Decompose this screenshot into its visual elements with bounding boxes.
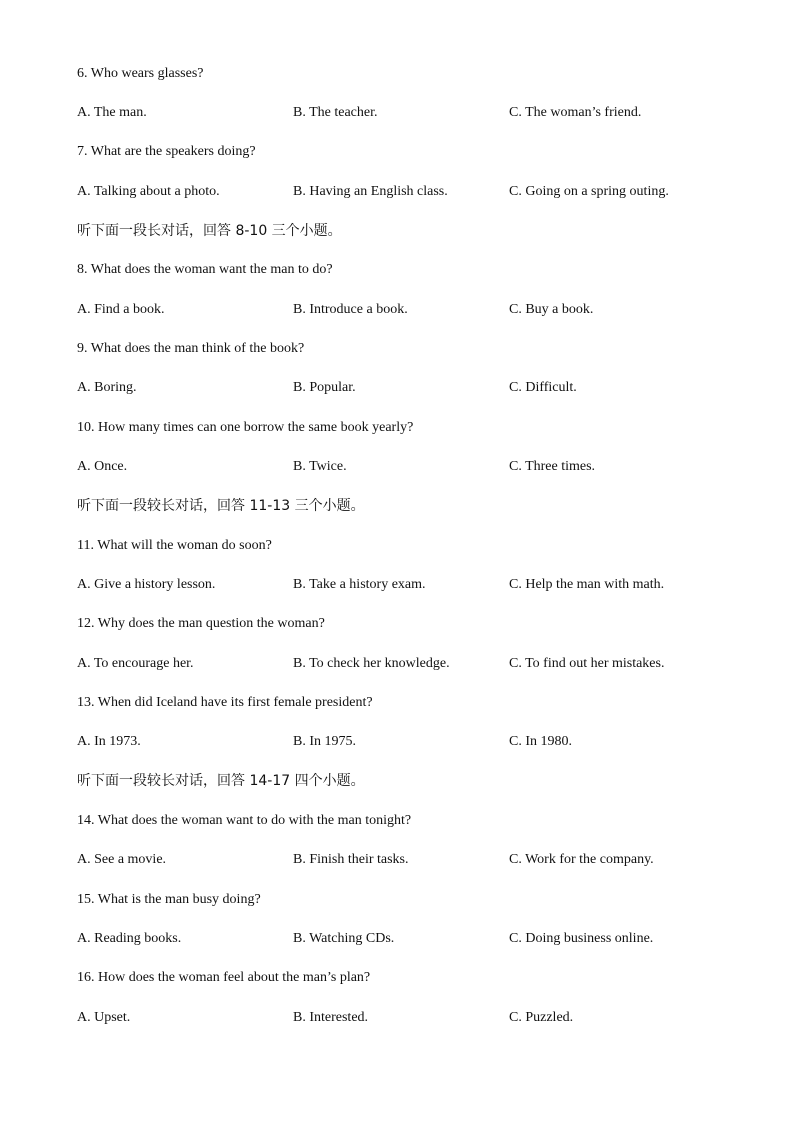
question-6: 6. Who wears glasses? (77, 66, 204, 81)
question-15-option-c: C. Doing business online. (509, 931, 654, 946)
section-heading-8-10: 听下面一段长对话，回答 8-10 三个小题。 (77, 223, 342, 239)
question-14-option-a: A. See a movie. (77, 852, 167, 867)
question-10-option-c: C. Three times. (509, 459, 596, 474)
question-6-option-c: C. The woman’s friend. (509, 105, 642, 120)
question-12-option-c: C. To find out her mistakes. (509, 656, 665, 671)
question-12: 12. Why does the man question the woman? (77, 616, 325, 631)
section-heading-14-17: 听下面一段较长对话，回答 14-17 四个小题。 (77, 773, 365, 789)
question-12-option-a: A. To encourage her. (77, 656, 194, 671)
question-6-option-a: A. The man. (77, 105, 147, 120)
question-14: 14. What does the woman want to do with the man tonight? (77, 813, 412, 828)
question-11: 11. What will the woman do soon? (77, 538, 272, 553)
question-9-option-c: C. Difficult. (509, 380, 577, 395)
question-9-option-b: B. Popular. (293, 380, 356, 395)
question-7: 7. What are the speakers doing? (77, 144, 256, 159)
question-10: 10. How many times can one borrow the same book yearly? (77, 420, 414, 435)
question-6-option-b: B. The teacher. (293, 105, 378, 120)
question-16: 16. How does the woman feel about the man’s plan? (77, 970, 371, 985)
question-13-option-a: A. In 1973. (77, 734, 141, 749)
question-15-option-a: A. Reading books. (77, 931, 182, 946)
question-7-option-b: B. Having an English class. (293, 184, 448, 199)
question-8-option-a: A. Find a book. (77, 302, 165, 317)
question-14-option-b: B. Finish their tasks. (293, 852, 409, 867)
question-9: 9. What does the man think of the book? (77, 341, 305, 356)
question-8-option-c: C. Buy a book. (509, 302, 594, 317)
question-13-option-c: C. In 1980. (509, 734, 572, 749)
question-8: 8. What does the woman want the man to do? (77, 262, 333, 277)
section-heading-11-13: 听下面一段较长对话，回答 11-13 三个小题。 (77, 498, 365, 514)
question-8-option-b: B. Introduce a book. (293, 302, 408, 317)
question-11-option-a: A. Give a history lesson. (77, 577, 216, 592)
question-13: 13. When did Iceland have its first female president? (77, 695, 373, 710)
question-7-option-c: C. Going on a spring outing. (509, 184, 669, 199)
question-11-option-b: B. Take a history exam. (293, 577, 426, 592)
question-15-option-b: B. Watching CDs. (293, 931, 395, 946)
question-9-option-a: A. Boring. (77, 380, 137, 395)
question-10-option-a: A. Once. (77, 459, 128, 474)
question-16-option-b: B. Interested. (293, 1010, 369, 1025)
question-16-option-c: C. Puzzled. (509, 1010, 574, 1025)
question-11-option-c: C. Help the man with math. (509, 577, 665, 592)
question-12-option-b: B. To check her knowledge. (293, 656, 450, 671)
question-14-option-c: C. Work for the company. (509, 852, 654, 867)
question-10-option-b: B. Twice. (293, 459, 347, 474)
question-16-option-a: A. Upset. (77, 1010, 131, 1025)
question-13-option-b: B. In 1975. (293, 734, 356, 749)
question-7-option-a: A. Talking about a photo. (77, 184, 220, 199)
question-15: 15. What is the man busy doing? (77, 892, 261, 907)
